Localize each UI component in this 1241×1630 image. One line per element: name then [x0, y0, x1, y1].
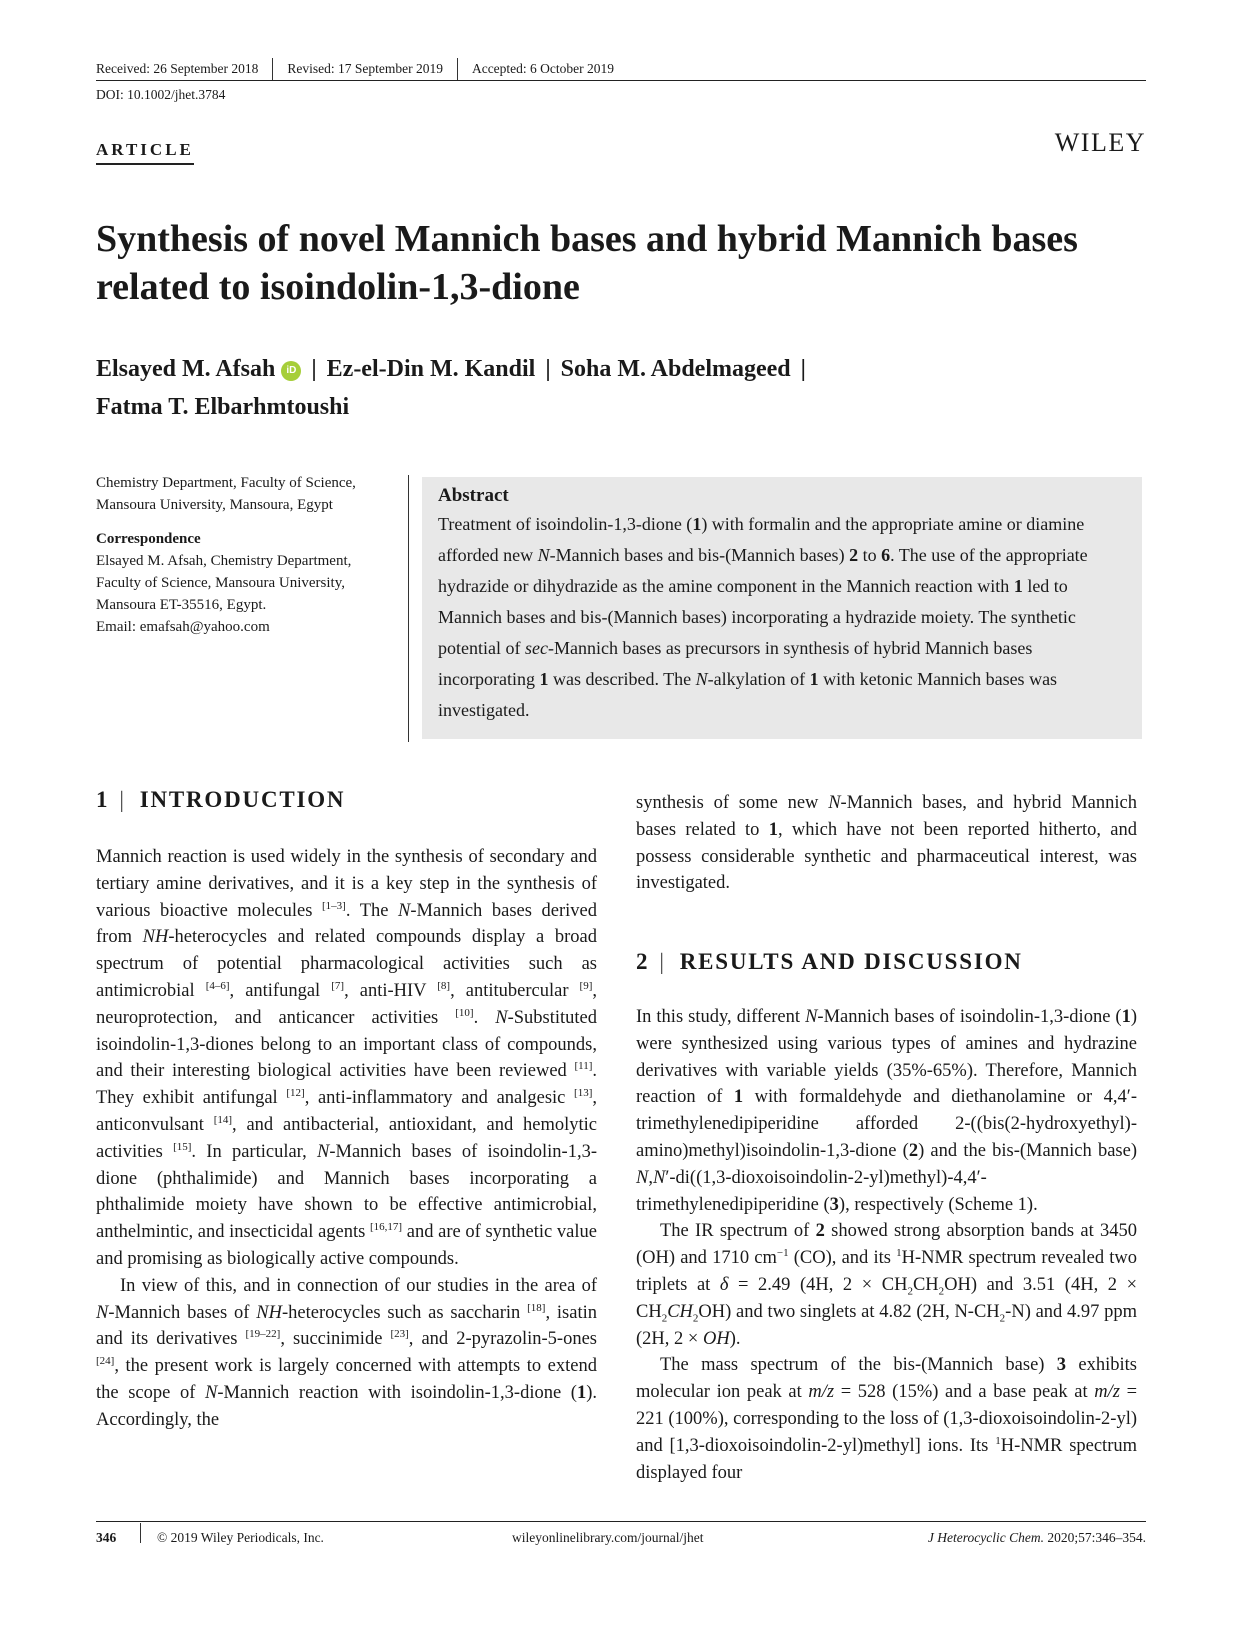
results-paragraph-2: The IR spectrum of 2 showed strong absorption bands at 3450 (OH) and 1710 $cm^{-1}$ (CO), and its $^1$H-NMR spectrum revealed two triplets at δ = 2.49 (4H, $2 \times CH_2CH_2OH$) and 3.51 (4H, $2 \times CH_2CH_2OH$) and two singlets at 4.82 (2H, $N-CH_2-N$) and 4.97 ppm (2H, 2 × OH). [636, 1221, 1137, 1349]
intro-paragraph-1: Mannich reaction is used widely in the synthesis of secondary and tertiary amine derivatives, and it is a key step in the synthesis of various bioactive molecules [1–3]. The N-Mannich bases derived from NH-heterocycles and related compounds display a broad spectrum of potential pharmacological activities such as antimicrobial [4–6], antifungal [7], anti-HIV [8], antitubercular [9], neuroprotection, and anticancer activities [10]. N-Substituted isoindolin-1,3-diones belong to an important class of compounds, and their interesting biological activities have been reviewed [11]. They exhibit antifungal [12], anti-inflammatory and analgesic [13], anticonvulsant [14], and antibacterial, antioxidant, and hemolytic activities [15]. In particular, N-Mannich bases of isoindolin-1,3-dione (phthalimide) and Mannich bases incorporating a phthalimide moiety have shown to be effective antimicrobial, anthelmintic, and insecticidal agents [16,17] and are of synthetic value and promising as biologically active compounds. [96, 847, 597, 1269]
footer-rule [96, 1521, 1146, 1522]
author-2[interactable]: Ez-el-Din M. Kandil [326, 356, 536, 382]
author-3[interactable]: Soha M. Abdelmageed [560, 356, 791, 382]
results-body [636, 1004, 1137, 1486]
publisher-logo: WILEY [1054, 128, 1146, 157]
accepted-date: Accepted: 6 October 2019 [457, 58, 628, 80]
author-1[interactable]: Elsayed M. Afsah [96, 356, 276, 382]
author-separator: | [545, 356, 551, 382]
doi: DOI: 10.1002/jhet.3784 [96, 87, 226, 102]
section-bar: | [659, 949, 666, 974]
affiliation-block [96, 472, 396, 638]
revised-date: Revised: 17 September 2019 [272, 58, 457, 80]
author-4[interactable]: Fatma T. Elbarhmtoushi [96, 394, 350, 420]
abstract-text: Treatment of isoindolin-1,3-dione (1) with formalin and the appropriate amine or diamine afforded new N-Mannich bases and bis-(Mannich bases) 2 to 6. The use of the appropriate hydrazide or dihydrazide as the amine component in the Mannich reaction with 1 led to Mannich bases and bis-(Mannich bases) incorporating a hydrazide moiety. The synthetic potential of sec-Mannich bases as precursors in synthesis of hybrid Mannich bases incorporating 1 was described. The N-alkylation of 1 with ketonic Mannich bases was investigated. [438, 514, 1088, 720]
history-dates [96, 58, 1146, 80]
results-paragraph-3: The mass spectrum of the bis-(Mannich base) 3 exhibits molecular ion peak at m/z = 528 (15%) and a base peak at m/z = 221 (100%), corresponding to the loss of (1,3-dioxoisoindolin-2-yl) and [1,3-dioxoisoindolin-2-yl)methyl] ions. Its $^1$H-NMR spectrum displayed four [636, 1355, 1138, 1483]
citation-details: 2020;57:346–354. [1043, 1530, 1146, 1545]
footer-divider [140, 1523, 141, 1543]
page-number: 346 [96, 1530, 117, 1545]
journal-url[interactable]: wileyonlinelibrary.com/journal/jhet [512, 1530, 704, 1545]
received-date: Received: 26 September 2018 [96, 61, 259, 76]
journal-name: J Heterocyclic Chem. [927, 1530, 1044, 1545]
abstract-divider [408, 475, 409, 742]
section-number: 2 [636, 949, 650, 974]
section-title: RESULTS AND DISCUSSION [679, 949, 1023, 974]
intro-paragraph-3: synthesis of some new N-Mannich bases, and hybrid Mannich bases related to 1, which have not been reported hitherto, and possess considerable synthetic and pharmaceutical interest, was investigated. [636, 793, 1137, 894]
article-type-label: ARTICLE [96, 140, 194, 165]
copyright: © 2019 Wiley Periodicals, Inc. [157, 1530, 324, 1545]
abstract-heading: Abstract [438, 485, 509, 506]
orcid-icon[interactable]: iD [281, 361, 301, 381]
correspondence-heading: Correspondence [96, 531, 201, 547]
affiliation-text: Chemistry Department, Faculty of Science, Mansoura University, Mansoura, Egypt [96, 475, 356, 513]
section-number: 1 [96, 787, 110, 812]
section-title: INTRODUCTION [139, 787, 346, 812]
section-heading-introduction [96, 787, 345, 813]
section-heading-results [636, 949, 1023, 975]
results-paragraph-1: In this study, different N-Mannich bases of isoindolin-1,3-dione (1) were synthesized using various types of amines and hydrazine derivatives with variable yields (35%-65%). Therefore, Mannich reaction of 1 with formaldehyde and diethanolamine or 4,4′-trimethylenedipiperidine afforded 2-((bis(2-hydroxyethyl)-amino)methyl)isoindolin-1,3-dione (2) and the bis-(Mannich base) N,N′-di((1,3-dioxoisoindolin-2-yl)methyl)-4,4′-trimethylenedipiperidine (3), respectively (Scheme 1). [636, 1007, 1137, 1215]
correspondence-text: Elsayed M. Afsah, Chemistry Department, Faculty of Science, Mansoura University, Mansoura ET-35516, Egypt. [96, 553, 352, 613]
section-bar: | [119, 787, 126, 812]
correspondence-email[interactable]: Email: emafsah@yahoo.com [96, 619, 270, 635]
introduction-continued [636, 790, 1137, 897]
introduction-body [96, 844, 597, 1434]
paper-title: Synthesis of novel Mannich bases and hybrid Mannich bases related to isoindolin-1,3-dione [96, 218, 1078, 308]
author-list [96, 350, 1146, 426]
author-separator: | [800, 356, 806, 382]
author-separator: | [311, 356, 317, 382]
header-rule [96, 80, 1146, 81]
intro-paragraph-2: In view of this, and in connection of our studies in the area of N-Mannich bases of NH-heterocycles such as saccharin [18], isatin and its derivatives [19–22], succinimide [23], and 2-pyrazolin-5-ones [24], the present work is largely concerned with attempts to extend the scope of N-Mannich reaction with isoindolin-1,3-dione (1). Accordingly, the [96, 1275, 598, 1430]
abstract-box [422, 477, 1142, 739]
journal-citation [928, 1530, 1146, 1546]
